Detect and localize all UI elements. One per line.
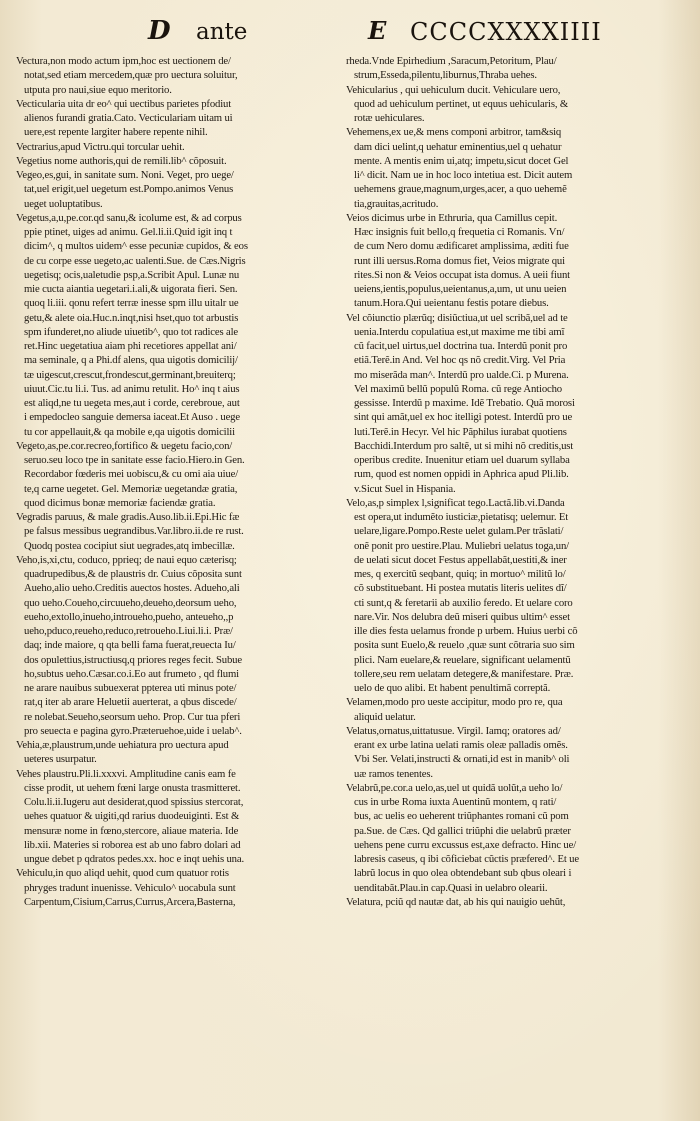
text-line: mes, q exercitũ seqbant, quiq; in mortuo^ militũ lo/ (354, 568, 566, 580)
text-line: quadrupedibus,& de plaustris dr. Cuius cõposita sunt (24, 568, 242, 580)
text-line: de uelati sicut docet Festus appellabãt,uestiti,& iner (354, 553, 567, 566)
text-line: dam dici uelint,q uehatur eminentius,uel q uehatur (354, 140, 562, 153)
text-line: operibus credite. Inuenitur etiam uel duarum syllaba (354, 454, 570, 466)
text-line: labrũ locus in quo olea obtendebant sub qbus oleari i (354, 867, 572, 880)
text-line: pe falsus messibus uegrandibus.Var.libro.ii.de re rust. (24, 525, 244, 538)
text-line: Velatura, pciũ qd nautæ dat, ab his qui nauigio uehũt, (346, 895, 566, 908)
text-line: Vectura,non modo actum ipm,hoc est uectionem de/ (16, 55, 231, 67)
text-line: Vegeto,as,pe.cor.recreo,fortifico & uegetu facio,con/ (16, 439, 233, 452)
text-line: Vbi Ser. Velati,instructi & ornati,id est in manib^ oli (354, 753, 570, 766)
text-line: erant ex urbe latina uelati ramis oleæ palladis omẽs. (354, 739, 568, 751)
text-line: cisse prodit, ut uehem fœni large onusta trasmitteret. (24, 781, 241, 794)
text-line: Vegetius nome authoris,qui de remili.lib^ cõposuit. (16, 154, 227, 167)
text-line: ille dies festa uelamus fronde p urbem. Huius uerbi cõ (354, 625, 578, 637)
text-line: cũ facit,uel uirtus,uel doctrina tua. Interdũ ponit pro (354, 340, 568, 352)
text-line: notat,sed etiam mercedem,quæ pro uectura soluitur, (24, 69, 238, 82)
text-line: bus, ac uelis eo ueherent triũphantes romani cũ pom (354, 810, 569, 823)
text-line: getu,& alete oia.Huc.n.inqt,nisi hset,quo tot arbustis (24, 311, 239, 324)
text-line: cõ substituebant. Hi postea mutatis literis uelites dĩ/ (354, 582, 567, 595)
text-line: ueiens,ientis,populus,ueientanus,a,um, ut unu ueien (354, 283, 567, 295)
text-line: Vegradis paruus, & male gradis.Auso.lib.ii.Epi.Hic fæ (16, 511, 240, 523)
text-line: gessisse. Interdũ p maxime. Idẽ Trebatio. Quã morosi (354, 397, 575, 409)
text-line: Vegetus,a,u,pe.cor.qd sanu,& icolume est, & ad corpus (16, 211, 242, 224)
right-text-column (346, 54, 668, 909)
text-line: est opera,ut indumẽto iusticiæ,pietatisq; uelemur. Et (354, 511, 569, 523)
text-line: tat,uel erigit,uel uegetum est.Pompo.animos Venus (24, 183, 234, 196)
text-line: pa.Sue. de Cæs. Qd gallici triũphi die uelabrũ præter (354, 824, 571, 837)
text-line: Aueho,alio ueho.Creditis auectos hostes. Adueho,ali (24, 582, 240, 595)
section-letter: E (368, 16, 387, 45)
text-line: uegetisq; ocis,ualetudie psp,a.Scribit Apul. Lunæ nu (24, 268, 240, 281)
text-line: mo miserãda man^. Interdũ pro ualde.Ci. p Murena. (354, 368, 569, 381)
text-line: uæ ramos tenentes. (354, 767, 433, 780)
text-line: luti.Terẽ.in Hecyr. Vel hic Pãphilus iurabat quotiens (354, 425, 567, 438)
text-line: quod ad uehiculum pertinet, ut equus uehicularis, & (354, 97, 569, 110)
left-text-column (16, 54, 338, 909)
text-line: ueteres usurpatur. (24, 753, 97, 766)
text-line: tollere,seu rem uelatam detegere,& manifestare. Præ. (354, 667, 574, 680)
text-line: uehens pene curru excussus est,axe defracto. Hinc ue/ (354, 838, 577, 851)
folio-number: CCCCXXXXIIII (410, 18, 602, 46)
text-line: est aliqd,ne tu uegeta mes,aut i corde, cerebroue, aut (24, 397, 240, 409)
text-line: alienos furandi gratia.Cato. Vecticulariam uitam ui (24, 112, 233, 124)
text-line: Vehicularius , qui uehiculum ducit. Vehiculare uero, (346, 83, 561, 96)
text-line: rum, quod est nomen oppidi in Aphrica apud Pli.lib. (354, 468, 569, 481)
text-line: Bacchidi.Interdum pro saltẽ, ut si mihi nõ creditis,ust (354, 439, 574, 452)
text-line: Vehiculu,in quo aliqd uehit, quod cum quatuor rotis (16, 867, 229, 880)
text-line: Colu.li.ii.Iugeru aut desiderat,quod spissius stercorat, (24, 796, 244, 808)
text-line: de cum Nero domu ædificaret amplissima, æditi fue (354, 240, 569, 253)
text-line: rheda.Vnde Epirhedium ,Saracum,Petoritum, Plau/ (346, 55, 557, 67)
text-line: tu cor appellauit,& qa mobile e,qa uigotis domicilii (24, 425, 235, 438)
text-line: ungue debet p qdratos pedes.xx. hoc e inqt uehis una. (24, 853, 244, 865)
text-line: uelare,ligare.Pompo.Reste uelet gulam.Per trãslati/ (354, 525, 564, 538)
text-line: ppie ptinet, uiges ad animu. Gel.li.ii.Quid igit inq t (24, 226, 233, 238)
text-line: posita sunt Euelo,& reuelo ,quæ sunt cõtraria suo sim (354, 639, 575, 652)
text-line: cus in urbe Roma iuxta Auentinũ montem, q rati/ (354, 796, 557, 808)
text-line: cti sunt,q & feretarii ab auxilio feredo. Et uelare coro (354, 596, 573, 609)
text-line: mente. A mentis enim ui,atq; impetu,sicut docet Gel (354, 154, 569, 167)
text-line: re nolebat.Seueho,seorsum ueho. Prop. Cur tua pferi (24, 710, 241, 723)
text-line: uiuut.Cic.tu li.i. Tus. ad animu retulit. Ho^ inq t aius (24, 382, 240, 395)
text-line: rites.Si non & Veios occupat ista domus. A ueii fiunt (354, 268, 570, 281)
text-line: dos opulettius,istructiusq,q priores reges fecit. Subue (24, 653, 242, 666)
text-line: Carpentum,Cisium,Carrus,Currus,Arcera,Basterna, (24, 895, 236, 908)
text-line: Vecticularia uita dr eo^ qui uectibus parietes pfodiut (16, 97, 232, 110)
text-line: ne arare nauibus subuexerat ppterea uti minus pote/ (24, 682, 237, 694)
signature-letter: D (148, 16, 171, 46)
text-line: plici. Nam euelare,& reuelare, significant uelamentũ (354, 653, 571, 666)
text-line: Vegeo,es,gui, in sanitate sum. Noni. Veget, pro uege/ (16, 169, 234, 181)
text-line: quo ueho.Coueho,circuueho,deueho,deorsum ueho, (24, 596, 237, 609)
running-header (0, 14, 700, 54)
text-line: mensuræ nome in fœno,stercore, aliaue materia. Ide (24, 824, 239, 837)
running-headword: ante (196, 19, 248, 45)
text-line: Veios dicimus urbe in Ethruria, qua Camillus cepit. (346, 211, 558, 224)
text-line: phryges tradunt inuenisse. Vehiculo^ uocabula sunt (24, 881, 236, 894)
text-line: aliquid uelatur. (354, 710, 416, 723)
text-line: nare.Vir. Nos delubra deũ miseri quibus ultim^ esset (354, 610, 570, 623)
text-line: uelo de quo alibi. Et habent penultimã correptã. (354, 682, 551, 694)
text-line: i empedocleo sanguie demersa iaceat.Et Auso . uege (24, 411, 240, 424)
text-line: Vehia,æ,plaustrum,unde uehiatura pro uectura apud (16, 739, 229, 751)
text-line: Velabrũ,pe.cor.a uelo,as,uel ut quidã uolũt,a ueho lo/ (346, 781, 563, 794)
text-line: Quodq postea cocipiut siut uegrades,atq imbecillæ. (24, 539, 235, 552)
text-line: Vehemens,ex ue,& mens componi arbitror, tam&siq (346, 126, 562, 139)
text-line: uehes quatuor & uigiti,qd rarius duodeuiginti. Est & (24, 810, 240, 823)
text-line: tæ uigescut,crescut,frondescut,germinant,breuiterq; (24, 368, 236, 381)
text-line: sint qui amãt,uel ex hoc itelligi potest. Interdũ pro ue (354, 411, 573, 424)
text-line: rotæ uehiculares. (354, 112, 425, 124)
text-line: quoq li.iii. qonu refert terræ inesse spm illu uitalr ue (24, 297, 239, 310)
text-line: etiã.Terẽ.in And. Vel hoc qs nõ credit.Virg. Vel Pria (354, 354, 566, 367)
text-line: daq; inde maiore, q qta belli fama fuerat,reuecta Iu/ (24, 639, 236, 652)
text-line: uere,est repente largiter habere repente nihil. (24, 126, 208, 139)
text-line: Velatus,ornatus,uittatusue. Virgil. Iamq; oratores ad/ (346, 724, 561, 737)
text-line: uenditabãt.Plau.in cap.Quasi in uelabro olearii. (354, 881, 548, 894)
text-line: Vel maximũ bellũ populũ Roma. cũ rege Antiocho (354, 382, 562, 395)
text-line: seruo.seu loco tpe in sanitate esse facio.Hiero.in Gen. (24, 454, 245, 466)
text-line: runt illi uersus.Roma domus fiet, Veios migrate qui (354, 254, 565, 267)
text-line: Hæc insignis fuit bello,q frequetia ci Romanis. Vn/ (354, 226, 565, 238)
text-line: rat,q iter ab arare Heluetii auerterat, a qbus discede/ (24, 696, 237, 709)
text-line: dicim^, q multos uidem^ esse pecuniæ cupidos, & eos (24, 240, 248, 253)
text-line: ueho,pduco,reueho,reduco,retroueho.Liui.li.i. Præ/ (24, 625, 233, 637)
text-line: v.Sicut Suel in Hispania. (354, 482, 456, 495)
text-line: Velo,as,p simplex l,significat tego.Lactã.lib.vi.Danda (346, 496, 565, 509)
text-line: tanum.Hora.Qui ueientanu festis potare diebus. (354, 297, 549, 310)
text-line: Vel cõiunctio plærũq; disiũctiua,ut uel scribã,uel ad te (346, 311, 568, 324)
text-line: eueho,extollo,inueho,introueho,pueho, anteueho,,p (24, 610, 234, 623)
text-line: tia,grauitas,acritudo. (354, 197, 439, 210)
text-line: spm ifunderet,no aliude uiuetib^, quo tot radices ale (24, 325, 239, 338)
text-line: li^ dicit. Nam ue in hoc loco intetiua est. Dicit autem (354, 169, 573, 181)
text-line: ueget uoluptatibus. (24, 197, 103, 210)
text-line: uehemens graue,magnum,urges,acer, a quo uehemẽ (354, 183, 567, 196)
text-line: strum,Esseda,pilentu,liburnus,Thraba uehes. (354, 69, 537, 82)
text-line: labresis caseus, q ibi cõficiebat cũctis præfered^. Et ue (354, 853, 579, 865)
text-line: ret.Hinc uegetatiua aiam phi recetiores appellat ani/ (24, 340, 237, 352)
text-line: Vectrarius,apud Victru.qui torcular uehit. (16, 140, 185, 153)
text-line: uenia.Interdu copulatiua est,ut maxime me tibi amĩ (354, 325, 565, 338)
text-line: Veho,is,xi,ctu, coduco, pprieq; de naui equo cæterisq; (16, 553, 237, 566)
text-line: ho,subtus ueho.Cæsar.co.i.Eo aut frumeto , qd flumi (24, 667, 239, 680)
text-line: Vehes plaustru.Pli.li.xxxvi. Amplitudine canis eam fe (16, 767, 236, 780)
text-line: quod dicimus bonæ memoriæ faciendæ gratia. (24, 496, 216, 509)
text-line: te,q carne uegetet. Gel. Memoriæ uegetandæ gratia, (24, 482, 238, 495)
text-line: mie cucta aiantia uegetari.i.ali,& uigorata fieri. Sen. (24, 283, 238, 295)
text-line: pro seuecta e pagina gyro.Præteruehoe,uide i uelab^. (24, 724, 242, 737)
text-line: de cu corpe esse uegeto,ac ualenti.Sue. de Cæs.Nigris (24, 254, 246, 267)
text-line: utputa pro naui,siue equo meritorio. (24, 83, 172, 96)
text-line: Velamen,modo pro ueste accipitur, modo pro re, qua (346, 696, 563, 709)
text-line: lib.xii. Materies si roborea est ab uno fabro dolari ad (24, 838, 241, 851)
text-line: onẽ ponit pro uestire.Plau. Muliebri uelatus toga,un/ (354, 539, 569, 552)
text-line: Recordabor fœderis mei uobiscu,& cu omi aia uiue/ (24, 468, 239, 481)
text-line: ma seminale, q a Phi.df alens, qua uigotis domicilij/ (24, 354, 238, 367)
